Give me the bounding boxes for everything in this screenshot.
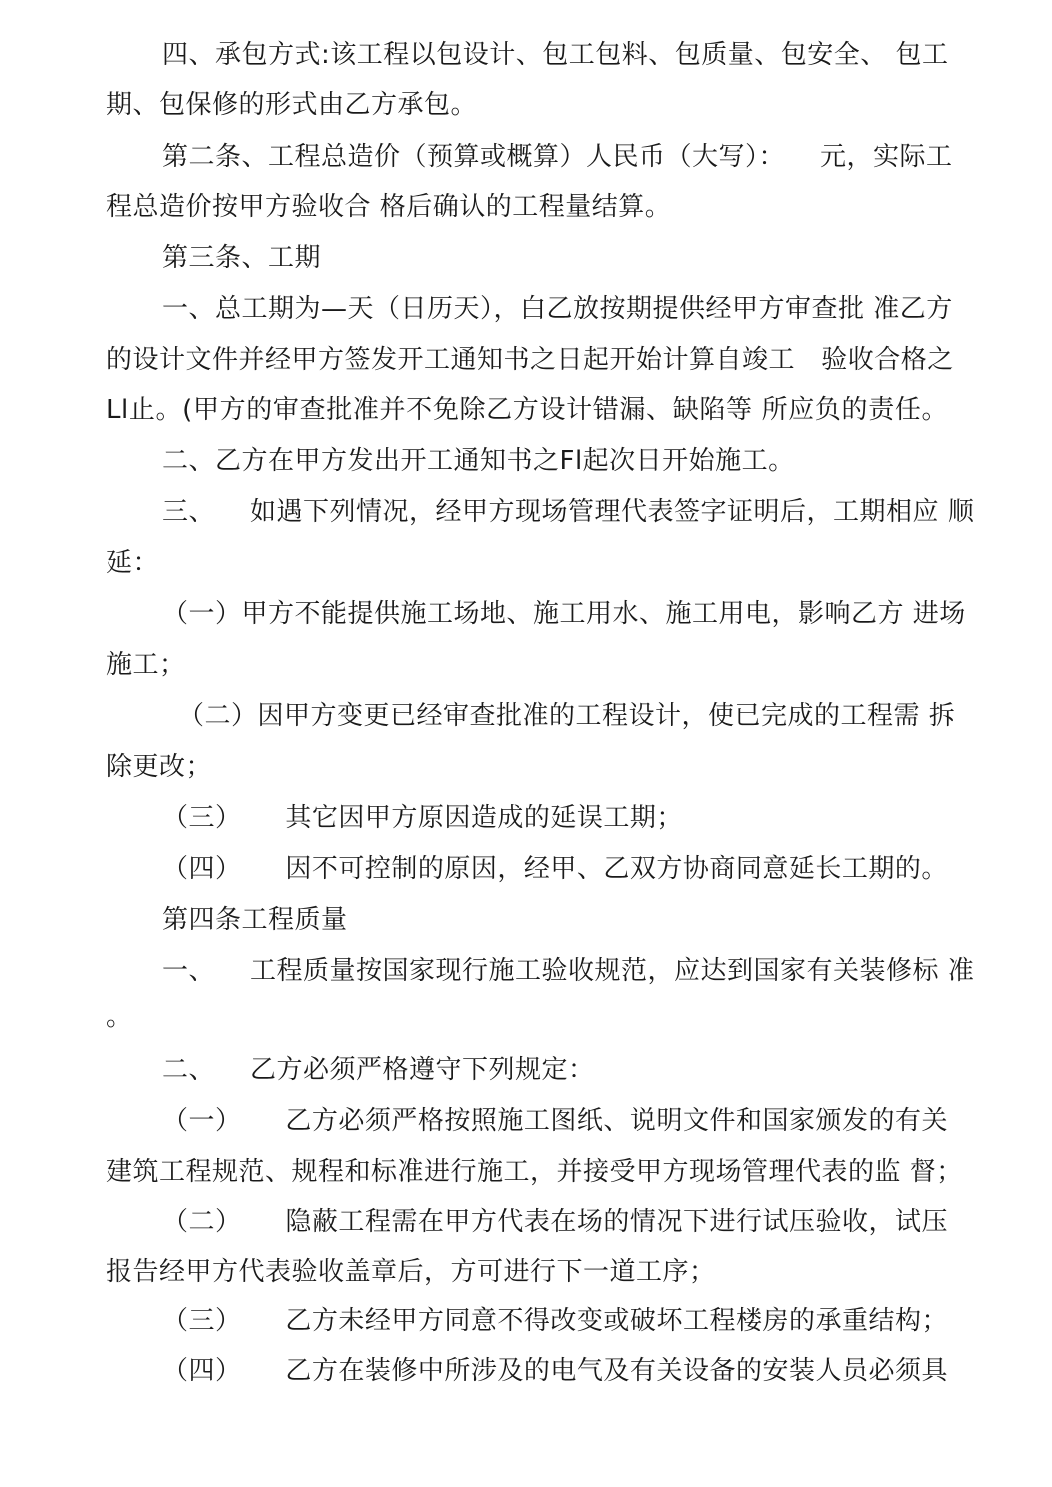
text-line-25: 报告经甲方代表验收盖章后，方可进行下一道工序； xyxy=(106,1257,716,1287)
text-line-11: 延： xyxy=(106,548,160,578)
text-line-12: （一）甲方不能提供施工场地、施工用水、施工用电，影响乙方 进场 xyxy=(162,599,966,629)
text-line-15: 除更改； xyxy=(106,752,213,782)
text-line-14: （二）因甲方变更已经审查批准的工程设计，使已完成的工程需 拆 xyxy=(178,701,956,731)
text-line-27: （四） 乙方在装修中所涉及的电气及有关设备的安装人员必须具 xyxy=(162,1356,948,1386)
text-line-22: （一） 乙方必须严格按照施工图纸、说明文件和国家颁发的有关 xyxy=(162,1106,948,1136)
text-line-9: 二、乙方在甲方发出开工通知书之Fl起次日开始施工。 xyxy=(162,446,795,476)
text-line-13: 施工； xyxy=(106,650,186,680)
text-line-16: （三） 其它因甲方原因造成的延误工期； xyxy=(162,803,683,833)
text-line-5: 第三条、工期 xyxy=(162,243,322,273)
text-line-6: 一、总工期为—天（日历天），白乙放按期提供经甲方审查批 准乙方 xyxy=(162,294,953,324)
text-line-23: 建筑工程规范、规程和标准进行施工，并接受甲方现场管理代表的监 督； xyxy=(106,1157,963,1187)
text-line-7: 的设计文件并经甲方签发开工通知书之日起开始计算自竣工 验收合格之 xyxy=(106,345,954,375)
text-line-18: 第四条工程质量 xyxy=(162,905,348,935)
text-line-19: 一、 工程质量按国家现行施工验收规范，应达到国家有关装修标 准 xyxy=(162,956,975,986)
text-line-20: 。 xyxy=(106,1002,133,1032)
text-line-10: 三、 如遇下列情况，经甲方现场管理代表签字证明后，工期相应 顺 xyxy=(162,497,975,527)
text-line-1: 四、承包方式:该工程以包设计、包工包料、包质量、包安全、 包工 xyxy=(162,40,949,70)
text-line-17: （四） 因不可控制的原因，经甲、乙双方协商同意延长工期的。 xyxy=(162,854,948,884)
text-line-3: 第二条、工程总造价（预算或概算）人民币（大写）： 元，实际工 xyxy=(162,142,953,172)
text-line-4: 程总造价按甲方验收合 格后确认的工程量结算。 xyxy=(106,192,672,222)
text-line-24: （二） 隐蔽工程需在甲方代表在场的情况下进行试压验收，试压 xyxy=(162,1207,948,1237)
text-line-2: 期、包保修的形式由乙方承包。 xyxy=(106,90,478,120)
text-line-26: （三） 乙方未经甲方同意不得改变或破坏工程楼房的承重结构； xyxy=(162,1306,948,1336)
text-line-8: Ll止。(甲方的审查批准并不免除乙方设计错漏、缺陷等 所应负的责任。 xyxy=(106,395,948,425)
text-line-21: 二、 乙方必须严格遵守下列规定： xyxy=(162,1055,595,1085)
